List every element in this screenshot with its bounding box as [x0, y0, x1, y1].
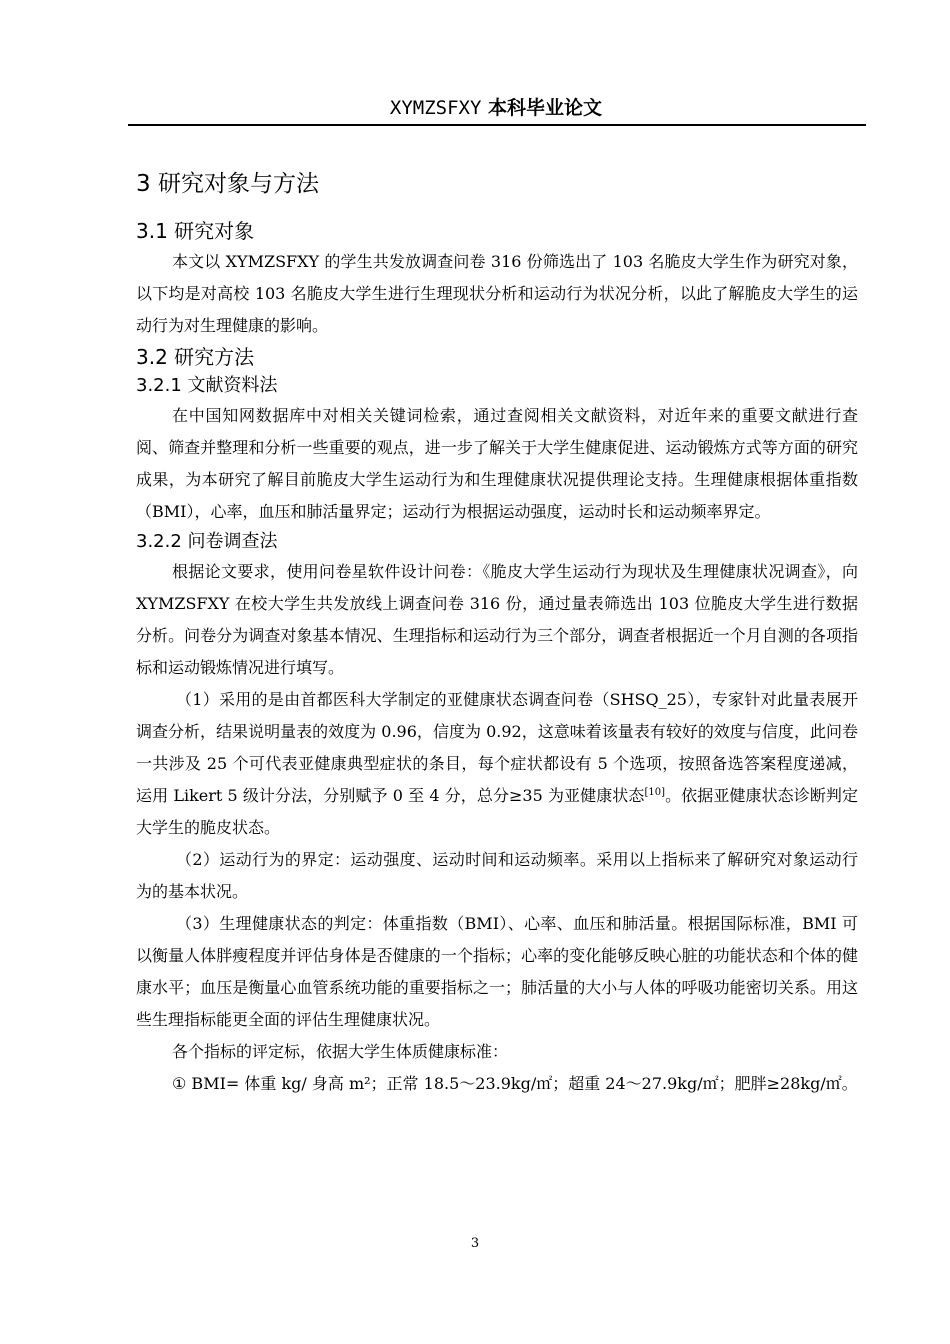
- section-heading-3-2: 3.2 研究方法: [136, 345, 255, 369]
- running-header: [128, 96, 864, 120]
- item-1-text: （1）采用的是由首都医科大学制定的亚健康状态调查问卷（SHSQ_25），专家针对此量表展开调查分析，结果说明量表的效度为 0.96，信度为 0.92，这意味着该量表有较好的效度与信度，此问卷一共涉及 25 个可代表亚健康典型症状的条目，每个症状都设有 5 个选项，按照备选答案程度递减，运用 Likert 5 级计分法，分别赋予 0 至 4 分，总分≥35 为亚健康状态: [136, 690, 858, 805]
- main-content: [136, 166, 858, 1100]
- paragraph-standards-intro: 各个指标的评定标，依据大学生体质健康标准：: [172, 1042, 509, 1061]
- item-1-tail: 。依据亚健康状态诊断判定大学生的脆皮状态。: [136, 786, 858, 837]
- paragraph-literature-method: 在中国知网数据库中对相关关键词检索，通过查阅相关文献资料，对近年来的重要文献进行查阅、筛查并整理和分析一些重要的观点，进一步了解关于大学生健康促进、运动锻炼方式等方面的研究成果，为本研究了解目前脆皮大学生运动行为和生理健康状况提供理论支持。生理健康根据体重指数（BMI），心率，血压和肺活量界定；运动行为根据运动强度，运动时长和运动频率界定。: [136, 406, 858, 521]
- header-rule: [128, 124, 866, 126]
- section-heading-3-2-2: 3.2.2 问卷调查法: [136, 531, 278, 552]
- paragraph-questionnaire-method: 根据论文要求，使用问卷星软件设计问卷：《脆皮大学生运动行为现状及生理健康状况调查》，向 XYMZSFXY 在校大学生共发放线上调查问卷 316 份，通过量表筛选出 103 位脆皮大学生进行数据分析。问卷分为调查对象基本情况、生理指标和运动行为三个部分，调查者根据近一个月自测的各项指标和运动锻炼情况进行填写。: [136, 562, 858, 677]
- section-heading-3-2-1: 3.2.1 文献资料法: [136, 375, 278, 396]
- paragraph-item-2: （2）运动行为的界定：运动强度、运动时间和运动频率。采用以上指标来了解研究对象运动行为的基本状况。: [136, 850, 858, 901]
- paragraph-research-subjects: 本文以 XYMZSFXY 的学生共发放调查问卷 316 份筛选出了 103 名脆皮大学生作为研究对象，以下均是对高校 103 名脆皮大学生进行生理现状分析和运动行为状况分析，以此了解脆皮大学生的运动行为对生理健康的影响。: [136, 252, 858, 335]
- page-number: 3: [470, 1236, 480, 1251]
- header-title-code: XYMZSFXY: [389, 97, 482, 119]
- header-title-text: 本科毕业论文: [481, 97, 603, 119]
- paragraph-bmi-standard: ① BMI= 体重 kg/ 身高 m²；正常 18.5～23.9kg/㎡；超重 24～27.9kg/㎡；肥胖≥28kg/㎡。: [172, 1074, 858, 1093]
- section-heading-3-1: 3.1 研究对象: [136, 219, 255, 243]
- chapter-title: 3 研究对象与方法: [136, 171, 319, 197]
- paragraph-item-1: [136, 684, 858, 844]
- citation-ref-10[interactable]: [10]: [644, 787, 665, 798]
- paragraph-item-3: （3）生理健康状态的判定：体重指数（BMI）、心率、血压和肺活量。根据国际标准，BMI 可以衡量人体胖瘦程度并评估身体是否健康的一个指标；心率的变化能够反映心脏的功能状态和个体的健康水平；血压是衡量心血管系统功能的重要指标之一；肺活量的大小与人体的呼吸功能密切关系。用这些生理指标能更全面的评估生理健康状况。: [136, 914, 858, 1029]
